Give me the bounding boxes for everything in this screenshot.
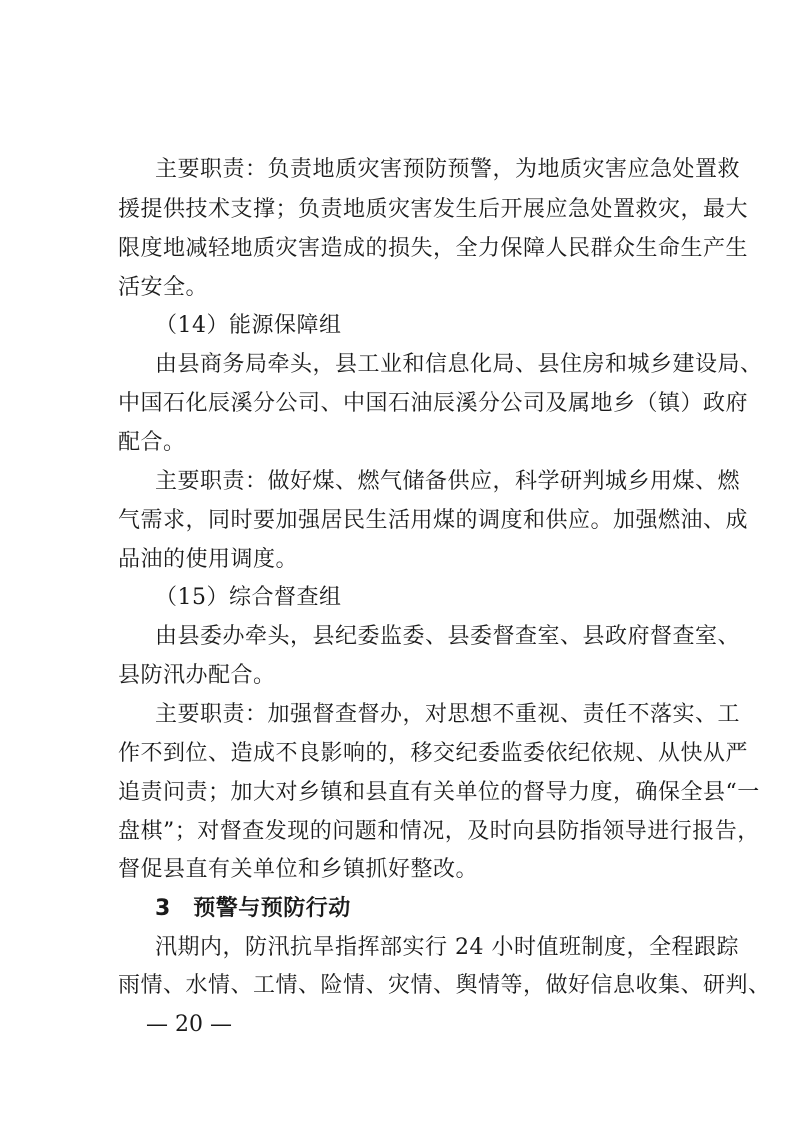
paragraph-line: 主要职责：加强督查督办，对思想不重视、责任不落实、工 [155,702,741,727]
paragraph-line: 主要职责：做好煤、燃气储备供应，科学研判城乡用煤、燃 [155,469,741,494]
paragraph-line: 追责问责；加大对乡镇和县直有关单位的督导力度，确保全县“一 [118,780,760,805]
paragraph-line: 中国石化辰溪分公司、中国石油辰溪分公司及属地乡（镇）政府 [118,391,749,416]
paragraph-line: 品油的使用调度。 [118,547,299,572]
paragraph-line: 活安全。 [118,275,209,300]
paragraph-line: 雨情、水情、工情、险情、灾情、舆情等，做好信息收集、研判、 [118,973,771,998]
paragraph-line: 配合。 [118,430,186,455]
page-number: — 20 — [146,1012,232,1037]
paragraph-line: 由县商务局牵头，县工业和信息化局、县住房和城乡建设局、 [155,352,763,377]
section-heading: （14）能源保障组 [155,313,342,338]
paragraph-line: 作不到位、造成不良影响的，移交纪委监委依纪依规、从快从严 [118,741,749,766]
paragraph-line: 援提供技术支撑；负责地质灾害发生后开展应急处置救灾，最大 [118,197,749,222]
paragraph-line: 由县委办牵头，县纪委监委、县委督查室、县政府督查室、 [155,624,741,649]
paragraph-line: 督促县直有关单位和乡镇抓好整改。 [118,857,479,882]
paragraph-line: 汛期内，防汛抗旱指挥部实行 24 小时值班制度，全程跟踪 [155,935,739,960]
paragraph-line: 气需求，同时要加强居民生活用煤的调度和供应。加强燃油、成 [118,508,749,533]
paragraph-line: 主要职责：负责地质灾害预防预警，为地质灾害应急处置救 [155,157,741,182]
paragraph-line: 限度地减轻地质灾害造成的损失，全力保障人民群众生命生产生 [118,236,749,261]
paragraph-line: 盘棋”；对督查发现的问题和情况，及时向县防指领导进行报告， [118,819,760,844]
chapter-heading: 3 预警与预防行动 [155,896,351,921]
section-heading: （15）综合督查组 [155,585,342,610]
paragraph-line: 县防汛办配合。 [118,663,276,688]
